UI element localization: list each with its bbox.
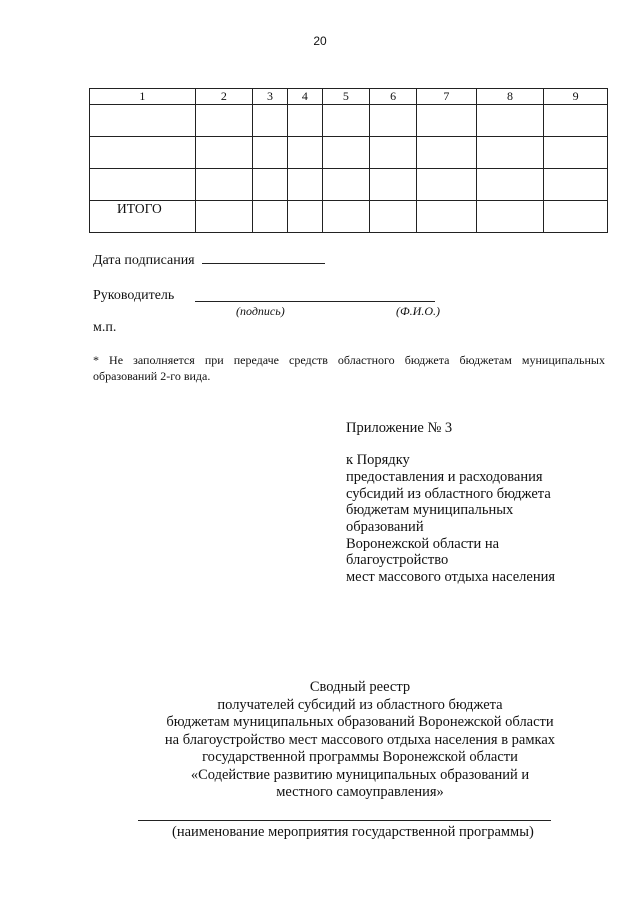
footnote: * Не заполняется при передаче средств областного бюджета бюджетам муниципальных образований 2-го вида. (93, 353, 605, 383)
appendix-line: к Порядку (346, 452, 410, 468)
appendix-line: субсидий из областного бюджета (346, 486, 551, 502)
column-header: 4 (287, 89, 322, 105)
head-label: Руководитель (93, 288, 175, 303)
appendix-title: Приложение № 3 (346, 420, 453, 436)
registry-title: Сводный реестр (309, 679, 411, 695)
registry-line: получателей субсидий из областного бюджета (217, 697, 503, 713)
appendix-line: бюджетам муниципальных (346, 502, 514, 518)
appendix-line: благоустройство (346, 552, 449, 568)
column-header: 9 (544, 89, 608, 105)
appendix-line: образований (346, 519, 424, 535)
seal-label: м.п. (93, 320, 117, 335)
column-header: 6 (370, 89, 417, 105)
appendix-line: мест массового отдыха населения (346, 569, 556, 585)
program-name-caption: (наименование мероприятия государственной программы) (172, 824, 534, 840)
data-table (89, 88, 608, 233)
program-name-line (138, 820, 551, 821)
name-caption: (Ф.И.О.) (396, 304, 440, 318)
column-header: 1 (90, 89, 196, 105)
column-header: 2 (195, 89, 252, 105)
column-header: 3 (253, 89, 288, 105)
total-row (90, 201, 608, 233)
appendix-line: предоставления и расходования (346, 469, 543, 485)
signature-caption: (подпись) (236, 304, 285, 318)
registry-line: бюджетам муниципальных образований Воронежской области (166, 714, 554, 730)
column-header: 5 (322, 89, 369, 105)
head-signature-line (195, 301, 435, 302)
appendix-line: Воронежской области на (346, 536, 500, 552)
signing-date-line (202, 263, 325, 264)
registry-line: местного самоуправления» (276, 784, 444, 800)
column-header: 7 (417, 89, 476, 105)
signing-date-label: Дата подписания (93, 253, 195, 268)
registry-line: государственной программы Воронежской области (202, 749, 518, 765)
table-header-row (90, 89, 608, 105)
total-label: ИТОГО (90, 201, 196, 233)
page-number: 20 (313, 34, 327, 48)
table-row (90, 137, 608, 169)
registry-line: «Содействие развитию муниципальных образований и (190, 767, 530, 783)
column-header: 8 (476, 89, 544, 105)
table-row (90, 105, 608, 137)
signing-date-row (93, 253, 325, 269)
registry-line: на благоустройство мест массового отдыха населения в рамках (164, 732, 556, 748)
table-row (90, 169, 608, 201)
